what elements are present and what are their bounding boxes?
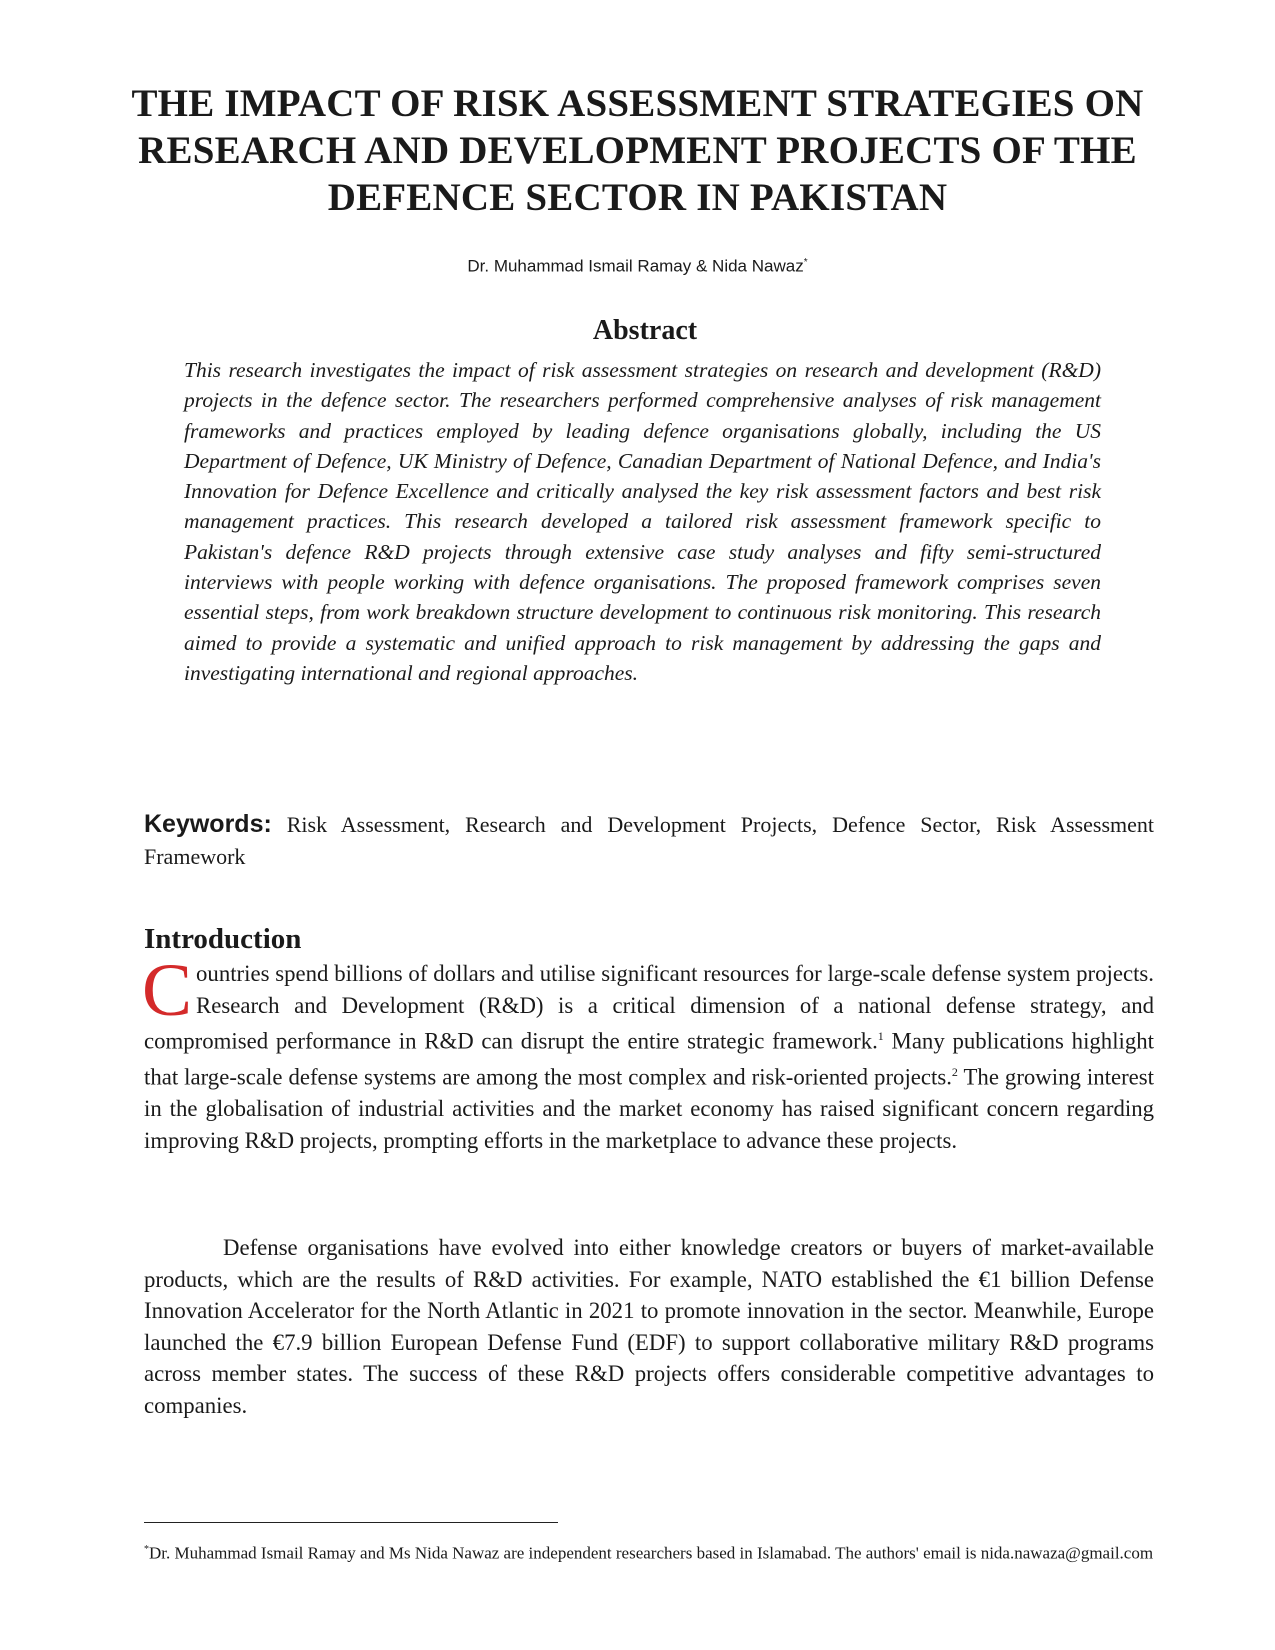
introduction-heading: Introduction bbox=[144, 923, 302, 955]
intro-paragraph-2: Defense organisations have evolved into either knowledge creators or buyers of market-available products, which are the results of R&D activities. For example, NATO established the €1 billion Defense Innovation Accelerator for the North Atlantic in 2021 to promote innovation in the sector. Meanwhile, Europe launched the €7.9 billion European Defense Fund (EDF) to support collaborative military R&D programs across member states. The success of these R&D projects offers considerable competitive advantages to companies. bbox=[144, 1235, 1154, 1418]
intro-p1-text-b: Many publications highlight that large-scale defense systems are among the most complex and risk-oriented projects. bbox=[144, 1028, 1154, 1090]
author-footnote bbox=[144, 1536, 1154, 1568]
author-line bbox=[0, 252, 1275, 278]
title-line-2: RESEARCH AND DEVELOPMENT PROJECTS OF THE bbox=[138, 129, 1137, 172]
authors-names: Dr. Muhammad Ismail Ramay & Nida Nawaz bbox=[467, 256, 804, 276]
abstract-heading: Abstract bbox=[592, 315, 698, 346]
intro-p1-text-a: ountries spend billions of dollars and utilise significant resources for large-scale defense system projects. Research and Development (R&D) is a critical dimension of a national defense strategy, and compromised performance in R&D can disrupt the entire strategic framework. bbox=[144, 961, 1154, 1054]
title-line-1: THE IMPACT OF RISK ASSESSMENT STRATEGIES ON bbox=[131, 82, 1144, 125]
footnote-ref-1[interactable]: 1 bbox=[877, 1029, 884, 1043]
abstract-text: This research investigates the impact of risk assessment strategies on research and development (R&D) projects in the defence sector. The researchers performed comprehensive analyses of risk management frameworks and practices employed by leading defence organisations globally, including the US Department of Defence, UK Ministry of Defence, Canadian Department of National Defence, and India's Innovation for Defence Excellence and critically analysed the key risk assessment factors and best risk management practices. This research developed a tailored risk assessment framework specific to Pakistan's defence R&D projects through extensive case study analyses and fifty semi-structured interviews with people working with defence organisations. The proposed framework comprises seven essential steps, from work breakdown structure development to continuous risk monitoring. This research aimed to provide a systematic and unified approach to risk management by addressing the gaps and investigating international and regional approaches. bbox=[184, 358, 1101, 685]
intro-p1-text-c: The growing interest in the globalisation of industrial activities and the market economy has raised significant concern regarding improving R&D projects, prompting efforts in the marketplace to advance these projects. bbox=[144, 1064, 1154, 1153]
keywords-list: Risk Assessment, Research and Development Projects, Defence Sector, Risk Assessment Framework bbox=[144, 812, 1154, 869]
drop-cap: C bbox=[142, 949, 193, 1032]
footnote-text: Dr. Muhammad Ismail Ramay and Ms Nida Nawaz are independent researchers based in Islamabad. The authors' email is nida.nawaza@gmail.com bbox=[149, 1543, 1154, 1563]
intro-paragraph-1 bbox=[142, 949, 1154, 1156]
title-line-3: DEFENCE SECTOR IN PAKISTAN bbox=[327, 176, 948, 219]
footnote-divider bbox=[144, 1522, 558, 1523]
paper-title bbox=[120, 80, 1155, 221]
keywords-label: Keywords: bbox=[144, 810, 272, 838]
footnote-mark: * bbox=[144, 1544, 149, 1555]
footnote-ref-2[interactable]: 2 bbox=[951, 1065, 958, 1080]
author-footnote-mark: * bbox=[803, 257, 808, 268]
keywords-section bbox=[144, 808, 1154, 873]
